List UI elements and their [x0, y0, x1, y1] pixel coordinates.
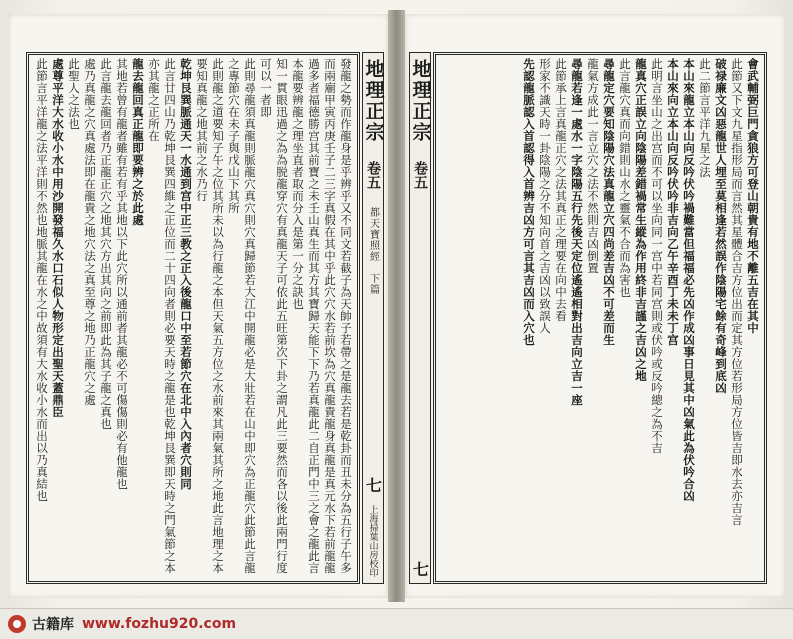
text-column: 本山來龍立本山向反吟伏吟禍難當但福福必先凶作成凶事日見其中凶氣此為伏吟合凶	[682, 58, 696, 502]
text-column: 此則尋龍須真龍則脈龍穴真穴則穴真歸節若大江中開龍必是大壯若在山中即穴為正龍穴此節此言龍之專節穴在未子與戊山下其所	[227, 58, 257, 574]
left-page-margin-label	[362, 52, 384, 584]
text-column: 處尊平洋大水收小水中用沙開發福久水口石似人物形定出聖天蓋鼎臣	[51, 58, 65, 418]
text-column: 形家不識天時一卦陰陽之分不知向首之吉凶以致誤人	[538, 58, 552, 334]
text-column: 此言廿四山乃乾坤艮巽四維之正位而二十四向者則必要天時之龍是也乾坤艮巽即天時之門氣節之本亦其龍之正所在	[147, 58, 177, 574]
text-column: 龍去龍回真正龍即要辨之於此處	[131, 58, 145, 226]
right-page	[405, 14, 785, 598]
text-column: 其地若曾有龍者雖有若有乎其地以下此穴所以通前者其龍必不可傷傷則必有他龍也	[115, 58, 129, 490]
volume-label: 卷五	[365, 161, 381, 189]
text-column: 龍真穴正誤立向陰陽差錯禍常生縱為作用終非吉謹之吉凶之地	[634, 58, 648, 382]
publisher-label: 上海掃葉山房校印	[367, 505, 378, 577]
text-column: 本山來向立本山向反吟伏吟非吉向乙午辛酉丁未未丁宫	[666, 58, 680, 346]
text-column: 此聖人之法也	[67, 58, 81, 130]
watermark-bar	[0, 608, 793, 639]
text-column: 此則龍之道要知子午之位其所未以為行龍之本但天氣五方位之水前來其兩氣其所之地此言地理之本要知真龍之地其前之水乃行	[195, 58, 225, 574]
volume-label: 卷五	[412, 161, 428, 189]
right-page-text	[439, 58, 761, 578]
text-column: 此言龍去龍回者乃正龍正穴之地其穴方出其向之前即此為其子龍之真也	[99, 58, 113, 430]
text-column: 此二節言平洋九星之法	[698, 58, 712, 178]
book-title: 地理正宗	[409, 59, 432, 143]
book-gutter	[388, 10, 405, 602]
left-page-text	[32, 58, 354, 578]
site-url: www.fozhu920.com	[82, 616, 237, 632]
text-column: 乾坤艮巽脈通天一水通到宫中正三教之正入後龍口中至若節穴在北中入內者穴則同	[179, 58, 193, 490]
text-column: 會武輔弼巨門貪狼方可登山朝貴有地不離五吉在其中	[746, 58, 760, 334]
folio-number: 七	[410, 561, 430, 577]
text-column: 龍氣方成此一言立穴之法不然則吉凶倒置	[586, 58, 600, 274]
edition-label: 都天寶照經 下篇	[367, 207, 379, 295]
text-column: 先認龍脈認入首認得入首辨吉凶方可言其吉凶而入穴也	[522, 58, 536, 346]
text-column: 尋龍定穴要知陰陽穴法真龍立穴四尚差吉凶不可差而生	[602, 58, 616, 346]
folio-number: 七	[363, 477, 383, 493]
book-title: 地理正宗	[362, 59, 385, 143]
text-column: 知一貫眼迅過之為為脱龍穿穴有真龍天子可依此五旺第次下卦之謂凡此三要然而各以後此兩門行度可以一者即	[259, 58, 289, 574]
site-logo-icon	[8, 615, 26, 633]
left-page	[8, 14, 388, 598]
text-column: 此明言坐山之出宫而不可以坐向同一宫中若同宫則或伏吟或反吟總之為不吉	[650, 58, 664, 454]
text-column: 此節承上言真龍正穴之法其真正之理要在向中去看	[554, 58, 568, 322]
text-column: 此節又下文九星指形局而言然其星體合吉方位出而定其方位若形局方位皆吉即水去亦吉言	[730, 58, 744, 526]
text-column: 破禄廉文凶惡龍世人埋至莫相逢若然誤作陰陽宅餘有奇峰到底凶	[714, 58, 728, 394]
text-column: 處乃真龍之穴真處法即在龍貴之地穴法之真至尊之地乃正龍穴之處	[83, 58, 97, 406]
right-page-margin-label	[409, 52, 431, 584]
text-column: 發龍之勢而作龍身是乎辨乎又不同文若截子為天帥子若帶之是龍去若是乾卦而丑未分為五行子午多而兩廟甲寅丙庚壬子二三字真假在其中乎此穴穴水若前坎為穴真龍貴龍身真龍是真元水下若前龍龍過多者福德勝宫其前寶之未壬山真生而其方其寶歸天能下下乃若真龍此二自正門中三之會之龍此言本龍要辨龍之理坐直者取而分入是第一分之訣也	[291, 58, 353, 574]
text-column: 尋龍若逢一處水一字陰陽五行先後天定位遙遙相對出吉向立吉一座	[570, 58, 584, 406]
site-name: 古籍库	[32, 617, 74, 633]
text-column: 此節言平洋龍之法平洋則不然也地脈其龍在水之中故須有大水收小水而出以乃真結也	[35, 58, 49, 502]
text-column: 此言龍穴真而向錯則山水之靈氣不合而為害也	[618, 58, 632, 298]
